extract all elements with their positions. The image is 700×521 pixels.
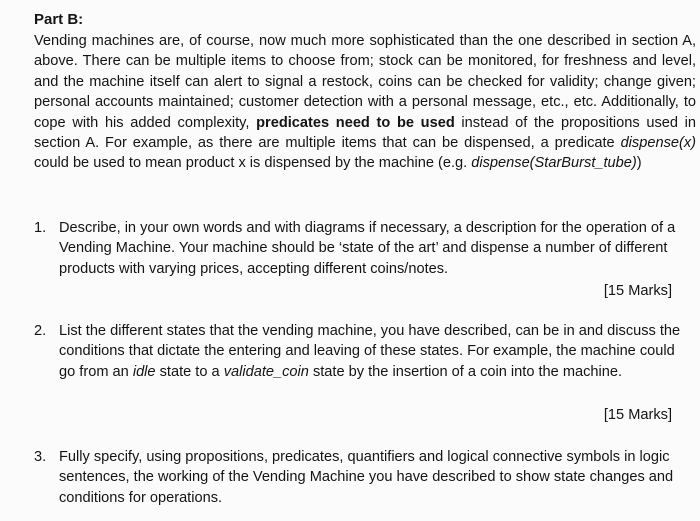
question-2-text-part-3: state by the insertion of a coin into the machine. xyxy=(308,363,623,380)
question-2-text-part-1: List the different states that the vending machine, you have described, can be in and discuss the conditions that dictate the entering and leaving of these states. For example, the machine could go from an xyxy=(59,323,681,380)
section-heading: Part B: xyxy=(34,11,84,28)
state-idle: idle xyxy=(132,363,156,380)
question-number: 3. xyxy=(34,449,47,465)
question-text: Fully specify, using propositions, predicates, quantifiers and logical connective symbols in logic sentences, the working of the Vending Machine you have described to show state changes and conditions for operations. xyxy=(59,449,674,506)
question-2-marks: [15 Marks] xyxy=(603,407,672,423)
state-validate-coin: validate_coin xyxy=(223,363,309,380)
predicate-example: dispense(StarBurst_tube) xyxy=(471,155,637,172)
question-1-marks: [15 Marks] xyxy=(603,283,672,299)
intro-text-part-2: instead of the propositions used in section A. For example, as there are multiple items that can be dispensed, a predicate xyxy=(34,114,697,152)
question-text: Describe, in your own words and with diagrams if necessary, a description for the operation of a Vending Machine. Your machine should be ‘state of the art’ and dispense a number of different products with varying prices, accepting different coins/notes. xyxy=(59,220,676,277)
question-2-text-part-2: state to a xyxy=(155,363,224,380)
question-number: 2. xyxy=(34,323,47,339)
question-number: 1. xyxy=(34,220,47,236)
predicate-name: dispense(x) xyxy=(620,135,696,152)
intro-paragraph xyxy=(34,31,696,174)
intro-text-part-1: Vending machines are, of course, now much more sophisticated than the one described in section A, above. There can be multiple items to choose from; stock can be monitored, for freshness and level, and the machine itself can alert to signal a restock, coins can be checked for validity; change given; personal accounts maintained; customer detection with a personal message, etc., etc. Additionally, to cope with his added complexity, xyxy=(34,33,696,131)
intro-bold-phrase: predicates need to be used xyxy=(256,114,455,131)
intro-text-part-4: ) xyxy=(636,155,642,172)
question-text xyxy=(59,321,695,382)
intro-text-part-3: could be used to mean product x is dispensed by the machine (e.g. xyxy=(34,155,472,172)
